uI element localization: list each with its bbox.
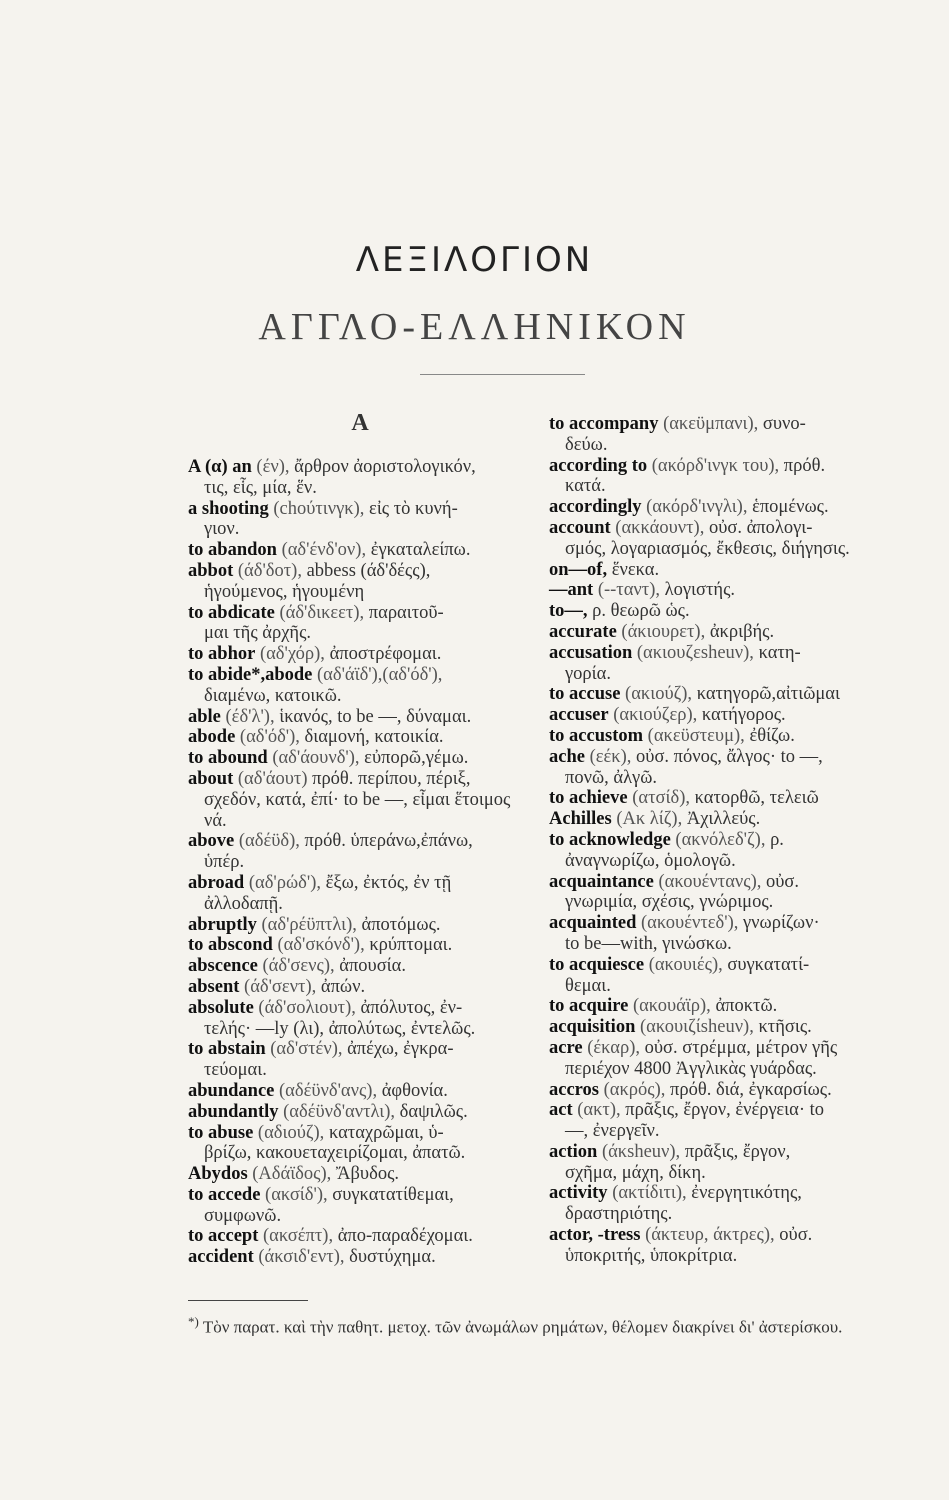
entry-headword: abruptly — [188, 914, 257, 935]
entry-headword: acquaintance — [549, 871, 654, 892]
entry-headword: to acknowledge — [549, 829, 671, 850]
entry-definition: πρόθ. — [783, 455, 826, 476]
footnote-divider — [188, 1300, 308, 1301]
entry-definition: κρύπτομαι. — [369, 935, 453, 956]
entry-definition: ρ. — [770, 829, 784, 850]
entry-pronunciation: (ακσίδ'), — [265, 1184, 328, 1205]
dictionary-entry — [549, 913, 881, 955]
entry-definition: ἔξω, ἐκτός, ἐν τῇ — [325, 872, 452, 893]
dictionary-entry — [188, 561, 533, 603]
entry-continuation: μαι τῆς ἀρχῆς. — [204, 623, 312, 644]
entry-pronunciation: (αδ'άϊδ'),(αδ'όδ'), — [317, 664, 443, 685]
entry-headword: actor, -tress — [549, 1225, 641, 1246]
entry-pronunciation: (--ταντ), — [597, 580, 661, 601]
dictionary-entry — [188, 499, 533, 541]
entry-headword: acquainted — [549, 913, 637, 934]
entry-headword: to abscond — [188, 935, 273, 956]
entry-definition: abbess (άδ'δέςς), — [306, 560, 431, 581]
section-letter: A — [351, 410, 369, 436]
entry-definition: Ἀχιλλεύς. — [686, 809, 761, 830]
dictionary-entry — [549, 601, 881, 622]
entry-pronunciation: (ακεϋστευμ), — [647, 725, 745, 746]
entry-definition: κατορθῶ, τελειῶ — [694, 788, 819, 809]
entry-pronunciation: (έδ'λ'), — [225, 706, 275, 727]
entry-headword: according to — [549, 455, 648, 476]
entry-continuation: σχεδόν, κατά, ἐπί· to be —, εἶμαι ἕτοιμος νά. — [204, 789, 511, 831]
entry-continuation: θεμαι. — [565, 975, 611, 996]
entry-pronunciation: (αδ'ένδ'ον), — [281, 540, 367, 561]
left-column — [188, 457, 533, 1268]
entry-definition: γνωρίζων· — [743, 913, 820, 934]
dictionary-entry — [188, 831, 533, 873]
dictionary-entry — [549, 955, 881, 997]
dictionary-entry — [188, 457, 533, 499]
entry-headword: —ant — [549, 580, 594, 601]
entry-definition: διαμονή, κατοικία. — [304, 727, 444, 748]
entry-definition: ἀπουσία. — [339, 956, 406, 977]
entry-headword: to abandon — [188, 540, 277, 561]
entry-pronunciation: (αδ'στέν), — [270, 1039, 343, 1060]
entry-definition: κατη- — [758, 642, 801, 663]
entry-pronunciation: (ακεϋμπανι), — [663, 414, 759, 434]
dictionary-entry — [188, 1039, 533, 1081]
entry-continuation: to be—with, γινώσκω. — [565, 933, 732, 954]
entry-definition: ἀπόλυτος, ἐν- — [360, 997, 463, 1018]
dictionary-entry — [188, 1226, 533, 1247]
entry-definition: κατηγορῶ,αἰτιῶμαι — [696, 684, 840, 705]
entry-continuation: ἡγούμενος, ἡγουμένη — [204, 581, 365, 602]
dictionary-entry — [188, 1247, 533, 1268]
entry-headword: able — [188, 706, 221, 727]
entry-definition: λογιστής. — [664, 580, 736, 601]
entry-pronunciation: (αδέϋνδ'ανς), — [279, 1080, 378, 1101]
dictionary-entry — [549, 560, 881, 581]
dictionary-entry — [549, 414, 881, 456]
entry-pronunciation: (άδ'σεντ), — [244, 976, 317, 997]
entry-continuation: γιον. — [204, 519, 240, 540]
entry-definition: καταχρῶμαι, ὑ- — [328, 1122, 444, 1143]
footnote-mark: *) — [188, 1314, 199, 1329]
entry-continuation: —, ἐνεργεῖν. — [565, 1121, 660, 1142]
entry-headword: to accuse — [549, 684, 621, 705]
entry-headword: to abdicate — [188, 602, 275, 623]
dictionary-entry — [549, 1038, 881, 1080]
dictionary-entry — [188, 1102, 533, 1123]
entry-pronunciation: (ακσέπτ), — [263, 1226, 334, 1247]
entry-definition: συγκατατί- — [727, 954, 810, 975]
entry-pronunciation: (άκιουρετ), — [621, 621, 706, 642]
entry-headword: activity — [549, 1183, 608, 1204]
dictionary-entry — [188, 977, 533, 998]
entry-definition: ἀποτόμως. — [361, 914, 441, 935]
entry-continuation: κατά. — [565, 476, 606, 497]
entry-continuation: δραστηριότης. — [565, 1204, 673, 1225]
entry-definition: οὐσ. ἀπολογι- — [708, 517, 813, 538]
entry-headword: abbot — [188, 560, 234, 581]
entry-pronunciation: (ακόρδ'ινγκ του), — [651, 455, 780, 476]
entry-headword: to acquiesce — [549, 954, 645, 975]
dictionary-entry — [188, 1081, 533, 1102]
entry-continuation: τις, εἷς, μία, ἕν. — [204, 477, 317, 498]
entry-definition: ἑπομένως. — [752, 497, 829, 518]
title-divider — [420, 374, 585, 375]
dictionary-entry — [549, 1142, 881, 1184]
entry-definition: πρᾶξις, ἔργον, — [684, 1141, 791, 1162]
entry-headword: to abide*,abode — [188, 664, 313, 685]
entry-headword: to acquire — [549, 996, 629, 1017]
entry-definition: ἀποστρέφομαι. — [329, 644, 442, 665]
dictionary-entry — [549, 726, 881, 747]
entry-pronunciation: (ακουέντεδ'), — [641, 913, 739, 934]
entry-definition: ἕνεκα. — [611, 559, 660, 580]
dictionary-entry — [549, 809, 881, 830]
entry-definition: συνο- — [762, 414, 806, 434]
entry-pronunciation: (ακτίδιτι), — [612, 1183, 687, 1204]
entry-pronunciation: (άδ'δοτ), — [237, 560, 302, 581]
dictionary-entry — [188, 1123, 533, 1165]
dictionary-entry — [549, 497, 881, 518]
entry-headword: abundantly — [188, 1101, 279, 1122]
entry-continuation: πονῶ, ἀλγῶ. — [565, 767, 658, 788]
entry-pronunciation: (chούτινγκ), — [273, 498, 365, 519]
entry-pronunciation: (ακουιζίsheuν), — [639, 1017, 754, 1038]
entry-pronunciation: (άκσιδ'εντ), — [258, 1247, 345, 1268]
entry-pronunciation: (ακιουζεsheuν), — [636, 642, 754, 663]
entry-definition: ἀπο-παραδέχομαι. — [337, 1226, 473, 1247]
entry-definition: ἐγκαταλείπω. — [370, 540, 471, 561]
page-title: ΛΕΞΙΛΟΓΙΟΝ — [355, 240, 594, 280]
entry-definition: ἀπών. — [320, 976, 366, 997]
entry-headword: absolute — [188, 997, 254, 1018]
entry-continuation: ἀναγνωρίζω, ὁμολογῶ. — [565, 850, 736, 871]
dictionary-entry — [549, 518, 881, 560]
entry-definition: πρόθ. περίπου, πέριξ, — [312, 768, 471, 789]
entry-definition: κτῆσις. — [758, 1017, 812, 1038]
entry-definition: οὐσ. — [779, 1225, 813, 1246]
entry-continuation: σχῆμα, μάχη, δίκη. — [565, 1162, 706, 1183]
entry-pronunciation: (ακιούζ), — [625, 684, 693, 705]
dictionary-entry — [188, 915, 533, 936]
entry-definition: ἀκριβής. — [709, 621, 775, 642]
dictionary-entry — [549, 622, 881, 643]
entry-continuation: τεύομαι. — [204, 1060, 267, 1081]
entry-continuation: ὑποκριτής, ὑποκρίτρια. — [565, 1245, 738, 1266]
dictionary-entry — [188, 935, 533, 956]
entry-headword: act — [549, 1100, 573, 1121]
entry-headword: Abydos — [188, 1164, 248, 1185]
entry-pronunciation: (αδέϋδ), — [238, 831, 300, 852]
entry-pronunciation: (αδ'άουτ) — [237, 768, 308, 789]
dictionary-entry — [549, 684, 881, 705]
dictionary-entry — [188, 644, 533, 665]
entry-headword: account — [549, 517, 611, 538]
entry-definition: πρόθ. διά, ἐγκαρσίως. — [670, 1079, 832, 1100]
dictionary-entry — [549, 788, 881, 809]
footnote — [188, 1312, 878, 1338]
entry-headword: about — [188, 768, 234, 789]
entry-pronunciation: (εέκ), — [589, 746, 632, 767]
entry-pronunciation: (ακουιές), — [648, 954, 723, 975]
entry-definition: ἱκανός, to be —, δύναμαι. — [279, 706, 472, 727]
entry-pronunciation: (αδ'χόρ), — [259, 644, 325, 665]
entry-definition: οὐσ. — [766, 871, 800, 892]
entry-definition: εἰς τὸ κυνή- — [369, 498, 458, 519]
entry-headword: abscence — [188, 956, 258, 977]
entry-headword: above — [188, 831, 235, 852]
entry-definition: κατήγορος. — [701, 705, 786, 726]
entry-pronunciation: (άκsheuν), — [601, 1141, 681, 1162]
entry-headword: to accede — [188, 1184, 261, 1205]
entry-continuation: διαμένω, κατοικῶ. — [204, 685, 342, 706]
entry-headword: absent — [188, 976, 240, 997]
entry-pronunciation: (αδέϋνδ'αντλι), — [283, 1101, 396, 1122]
entry-continuation: ἀλλοδαπῇ. — [204, 893, 283, 914]
dictionary-entry — [549, 1100, 881, 1142]
entry-headword: on—of, — [549, 559, 608, 580]
entry-headword: accros — [549, 1079, 599, 1100]
entry-pronunciation: (έκαρ), — [587, 1037, 640, 1058]
entry-continuation: γορία. — [565, 663, 611, 684]
entry-continuation: γνωριμία, σχέσις, γνώριμος. — [565, 892, 774, 913]
dictionary-entry — [188, 727, 533, 748]
entry-headword: acre — [549, 1037, 583, 1058]
entry-definition: συγκατατίθεμαι, — [332, 1184, 454, 1205]
entry-pronunciation: (άκτευρ, άκτρες), — [645, 1225, 775, 1246]
entry-headword: action — [549, 1141, 598, 1162]
entry-pronunciation: (αδ'όδ'), — [239, 727, 300, 748]
dictionary-entry — [549, 872, 881, 914]
entry-headword: accordingly — [549, 497, 642, 518]
footnote-text: Τὸν παρατ. καὶ τὴν παθητ. μετοχ. τῶν ἀνωμάλων ρημάτων, θέλομεν διακρίνει δι' ἀστερίσκου. — [202, 1317, 843, 1337]
dictionary-entry — [188, 540, 533, 561]
entry-definition: ρ. θεωρῶ ὡς. — [592, 601, 690, 622]
entry-definition: πρόθ. ὑπεράνω,ἐπάνω, — [304, 831, 473, 852]
entry-definition: Ἄβυδος. — [335, 1164, 400, 1185]
entry-continuation: δεύω. — [565, 434, 608, 455]
entry-pronunciation: (άδ'σολιουτ), — [258, 997, 356, 1018]
entry-headword: to accept — [188, 1226, 259, 1247]
entry-pronunciation: (αδ'άουνδ'), — [272, 748, 360, 769]
entry-pronunciation: (ακιούζερ), — [613, 705, 698, 726]
dictionary-entry — [549, 1225, 881, 1267]
right-column — [549, 414, 881, 1267]
dictionary-entry — [549, 705, 881, 726]
entry-definition: ἀπέχω, ἐγκρα- — [347, 1039, 454, 1060]
dictionary-entry — [188, 998, 533, 1040]
entry-headword: accident — [188, 1247, 254, 1268]
entry-pronunciation: (άδ'σενς), — [262, 956, 335, 977]
entry-continuation: βρίζω, κακουεταχειρίζομαι, ἀπατῶ. — [204, 1143, 466, 1164]
entry-headword: to abstain — [188, 1039, 266, 1060]
entry-definition: εὐπορῶ,γέμω. — [364, 748, 469, 769]
entry-pronunciation: (ακρός), — [603, 1079, 666, 1100]
page-subtitle: ΑΓΓΛΟ-ΕΛΛΗΝΙΚΟΝ — [258, 306, 691, 348]
dictionary-entry — [549, 456, 881, 498]
entry-pronunciation: (αδ'ρέϋπτλι), — [261, 914, 357, 935]
entry-continuation: σμός, λογαριασμός, ἔκθεσις, διήγησις. — [565, 538, 850, 559]
entry-pronunciation: (αδ'σκόνδ'), — [277, 935, 365, 956]
entry-pronunciation: (ακτ), — [577, 1100, 621, 1121]
entry-definition: ἀφθονία. — [381, 1080, 448, 1101]
entry-definition: οὐσ. στρέμμα, μέτρον γῆς — [644, 1037, 838, 1058]
entry-definition: ἀποκτῶ. — [715, 996, 778, 1017]
entry-headword: abundance — [188, 1080, 275, 1101]
dictionary-entry — [188, 956, 533, 977]
dictionary-entry — [188, 873, 533, 915]
entry-headword: a shooting — [188, 498, 269, 519]
entry-definition: δυστύχημα. — [349, 1247, 436, 1268]
entry-headword: accurate — [549, 621, 617, 642]
dictionary-entry — [549, 747, 881, 789]
entry-continuation: περιέχον 4800 Ἀγγλικὰς γυάρδας. — [565, 1058, 817, 1079]
dictionary-entry — [549, 830, 881, 872]
dictionary-entry — [188, 769, 533, 831]
entry-headword: to accompany — [549, 414, 659, 434]
entry-definition: πρᾶξις, ἔργον, ἐνέργεια· to — [625, 1100, 824, 1121]
entry-pronunciation: (ακνόλεδ'ζ), — [675, 829, 766, 850]
entry-pronunciation: (ακκάουντ), — [615, 517, 705, 538]
entry-pronunciation: (ακουάϊρ), — [632, 996, 711, 1017]
entry-headword: Achilles — [549, 809, 612, 830]
dictionary-entry — [549, 996, 881, 1017]
entry-headword: ache — [549, 746, 585, 767]
entry-headword: to abhor — [188, 644, 256, 665]
entry-pronunciation: (άδ'δικεετ), — [279, 602, 365, 623]
entry-pronunciation: (Αδάϊδος), — [252, 1164, 332, 1185]
entry-pronunciation: (Ακ λίζ), — [616, 809, 683, 830]
dictionary-entry — [188, 707, 533, 728]
dictionary-entry — [188, 1185, 533, 1227]
entry-definition: παραιτοῦ- — [368, 602, 444, 623]
entry-pronunciation: (αδ'ρώδ'), — [248, 872, 321, 893]
entry-headword: abode — [188, 727, 236, 748]
entry-headword: accuser — [549, 705, 609, 726]
entry-definition: ἐθίζω. — [749, 725, 795, 746]
entry-headword: to—, — [549, 601, 588, 622]
entry-headword: to abuse — [188, 1122, 254, 1143]
entry-headword: to accustom — [549, 725, 644, 746]
dictionary-entry — [549, 580, 881, 601]
entry-headword: A (α) an — [188, 457, 252, 477]
entry-headword: accusation — [549, 642, 633, 663]
entry-pronunciation: (ακουέντανς), — [658, 871, 762, 892]
dictionary-entry — [188, 665, 533, 707]
entry-headword: to achieve — [549, 788, 628, 809]
dictionary-entry — [188, 603, 533, 645]
entry-definition: ἄρθρον ἀοριστολογικόν, — [294, 457, 476, 477]
entry-definition: δαψιλῶς. — [399, 1101, 468, 1122]
entry-pronunciation: (ατσίδ), — [632, 788, 690, 809]
entry-continuation: συμφωνῶ. — [204, 1205, 282, 1226]
entry-continuation: ὑπέρ. — [204, 852, 245, 873]
dictionary-entry — [549, 1017, 881, 1038]
entry-continuation: τελής· —ly (λι), ἀπολύτως, ἐντελῶς. — [204, 1018, 476, 1039]
entry-pronunciation: (αδιούζ), — [257, 1122, 325, 1143]
dictionary-entry — [188, 748, 533, 769]
entry-definition: οὐσ. πόνος, ἄλγος· to —, — [636, 746, 823, 767]
entry-pronunciation: (έν), — [256, 457, 290, 477]
entry-definition: ἐνεργητικότης, — [691, 1183, 802, 1204]
dictionary-entry — [549, 1080, 881, 1101]
entry-headword: acquisition — [549, 1017, 636, 1038]
dictionary-entry — [549, 1183, 881, 1225]
dictionary-entry — [188, 1164, 533, 1185]
entry-pronunciation: (ακόρδ'ινγλι), — [646, 497, 748, 518]
dictionary-entry — [549, 643, 881, 685]
entry-headword: to abound — [188, 748, 268, 769]
entry-headword: abroad — [188, 872, 245, 893]
